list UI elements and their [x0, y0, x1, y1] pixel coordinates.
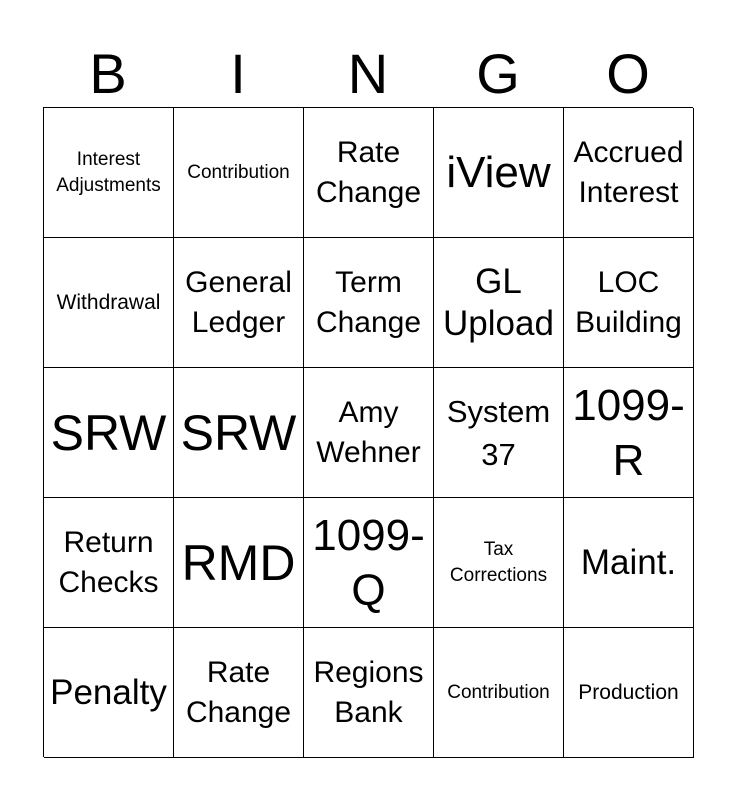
cell-text: Regions Bank [313, 655, 424, 729]
cell-text: LOC Building [575, 265, 682, 339]
bingo-cell-r2-c1[interactable] [44, 238, 174, 368]
cell-text: Maint. [580, 542, 677, 582]
bingo-cell-r4-c2[interactable] [174, 498, 304, 628]
bingo-cell-r5-c1[interactable] [44, 628, 174, 758]
bingo-cell-r1-c2[interactable] [174, 108, 304, 238]
header-letter-i: I [230, 42, 246, 105]
cell-text: Amy Wehner [316, 395, 421, 469]
bingo-cell-r2-c3[interactable] [304, 238, 434, 368]
bingo-cell-r2-c5[interactable] [564, 238, 694, 368]
cell-text: RMD [181, 534, 296, 591]
cell-text: SRW [50, 404, 167, 461]
header-letter-g: G [476, 42, 520, 105]
cell-text: 1099- Q [312, 510, 425, 615]
cell-text: Term Change [315, 265, 422, 339]
header-letter-o: O [606, 42, 650, 105]
bingo-cell-r3-c4[interactable] [434, 368, 564, 498]
bingo-cell-r3-c2[interactable] [174, 368, 304, 498]
bingo-cell-r4-c1[interactable] [44, 498, 174, 628]
bingo-card-grid [43, 107, 693, 757]
bingo-cell-r1-c1[interactable] [44, 108, 174, 238]
cell-text: Production [578, 680, 679, 704]
cell-text: Penalty [50, 672, 167, 712]
cell-text: iView [446, 148, 551, 197]
bingo-cell-r3-c3[interactable] [304, 368, 434, 498]
bingo-cell-r1-c3[interactable] [304, 108, 434, 238]
bingo-cell-r5-c5[interactable] [564, 628, 694, 758]
bingo-cell-r1-c5[interactable] [564, 108, 694, 238]
cell-text: Withdrawal [56, 290, 161, 314]
bingo-cell-r1-c4[interactable] [434, 108, 564, 238]
bingo-cell-r2-c4[interactable] [434, 238, 564, 368]
bingo-cell-r5-c3[interactable] [304, 628, 434, 758]
cell-text: Rate Change [315, 135, 422, 209]
cell-text: Return Checks [58, 525, 159, 599]
cell-text: Tax Corrections [449, 538, 548, 586]
bingo-cell-r3-c1[interactable] [44, 368, 174, 498]
cell-text: Contribution [447, 681, 550, 703]
bingo-cell-r4-c4[interactable] [434, 498, 564, 628]
bingo-cell-r4-c3[interactable] [304, 498, 434, 628]
cell-text: Interest Adjustments [56, 148, 161, 196]
cell-text: Rate Change [185, 655, 292, 729]
cell-text: Contribution [187, 161, 290, 183]
cell-text: 1099- R [572, 380, 685, 485]
header-letter-b: B [89, 42, 127, 105]
cell-text: System 37 [446, 393, 551, 472]
bingo-header [43, 40, 693, 108]
bingo-cell-r5-c2[interactable] [174, 628, 304, 758]
bingo-cell-r3-c5[interactable] [564, 368, 694, 498]
cell-text: Accrued Interest [573, 135, 684, 209]
bingo-cell-r4-c5[interactable] [564, 498, 694, 628]
cell-text: GL Upload [443, 261, 554, 343]
cell-text: General Ledger [185, 265, 292, 339]
bingo-cell-r5-c4[interactable] [434, 628, 564, 758]
header-letter-n: N [347, 42, 389, 105]
bingo-cell-r2-c2[interactable] [174, 238, 304, 368]
cell-text: SRW [180, 404, 297, 461]
